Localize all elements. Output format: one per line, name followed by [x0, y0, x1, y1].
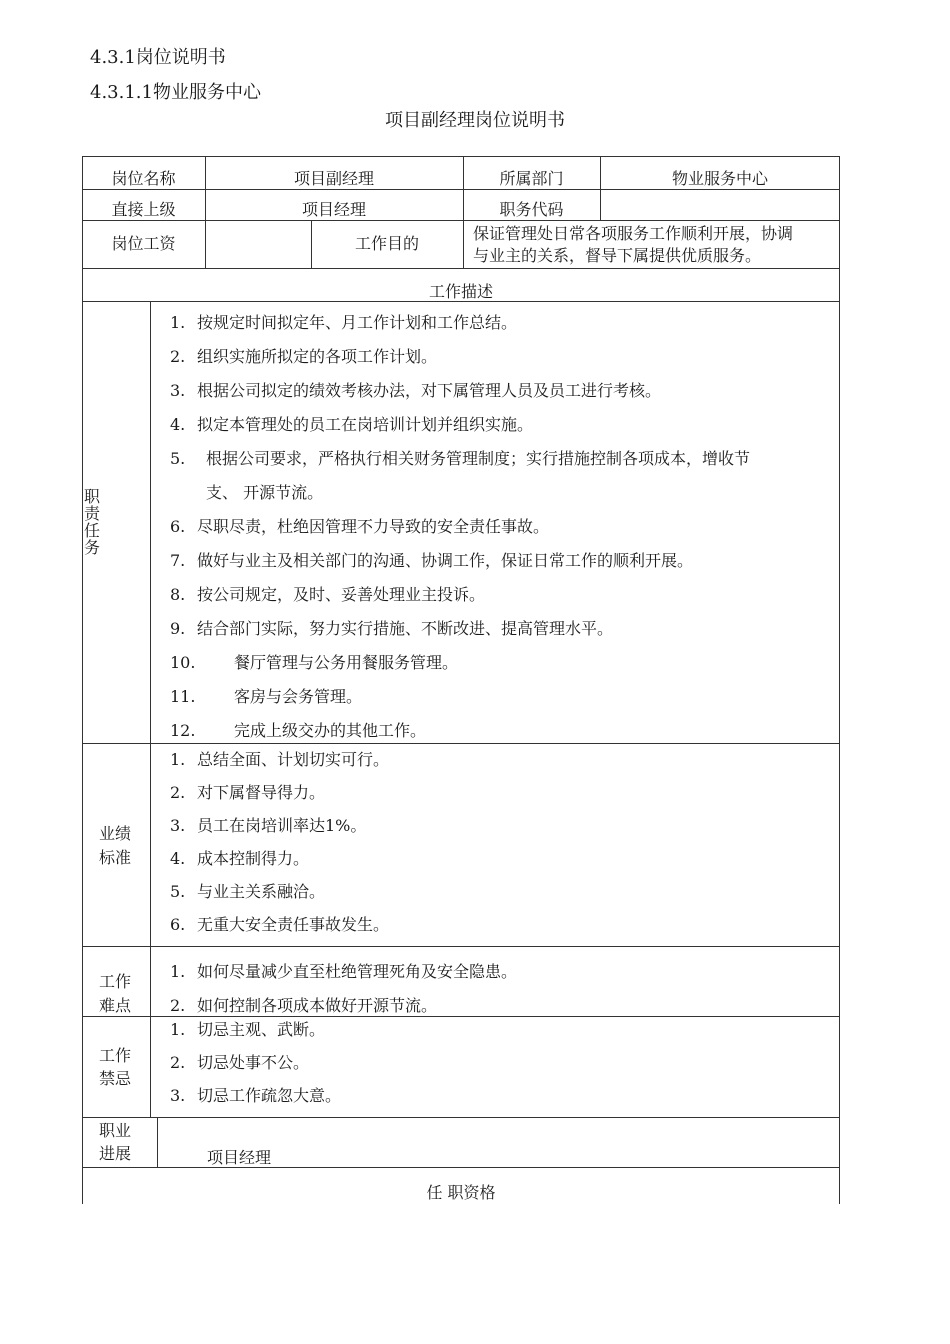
- duties-item: [170, 721, 426, 741]
- item-text: 支、 开源节流。: [206, 483, 324, 502]
- duties-item: [170, 381, 661, 401]
- performance-item: [170, 882, 325, 902]
- performance-item: [170, 783, 325, 803]
- item-number: 11.: [170, 687, 196, 706]
- item-number: 1.: [170, 1020, 186, 1039]
- duties-item: [170, 347, 437, 367]
- row-divider: [82, 189, 840, 190]
- item-text: 根据公司拟定的绩效考核办法，对下属管理人员及员工进行考核。: [197, 381, 662, 400]
- row-divider: [82, 1016, 840, 1017]
- item-text: 客房与会务管理。: [234, 687, 363, 706]
- performance-label-line-1: 业绩: [99, 824, 132, 843]
- performance-item: [170, 849, 309, 869]
- document-title: 项目副经理岗位说明书: [385, 110, 565, 131]
- position-value: 项目副经理: [293, 169, 374, 188]
- difficulties-label-line-2: 难点: [99, 996, 132, 1015]
- position-label: 岗位名称: [111, 169, 176, 188]
- duties-item: [170, 619, 613, 639]
- item-number: 8.: [170, 585, 186, 604]
- subsection-heading: 4.3.1.1物业服务中心: [90, 82, 261, 103]
- item-text: 餐厅管理与公务用餐服务管理。: [234, 653, 459, 672]
- item-text: 与业主关系融洽。: [197, 882, 326, 901]
- col-divider: [150, 301, 151, 1117]
- duties-item: [170, 551, 693, 571]
- item-text: 成本控制得力。: [197, 849, 310, 868]
- performance-item: [170, 915, 389, 935]
- item-text: 做好与业主及相关部门的沟通、协调工作，保证日常工作的顺利开展。: [197, 551, 694, 570]
- row-divider: [82, 1167, 840, 1168]
- item-text: 完成上级交办的其他工作。: [234, 721, 427, 740]
- item-number: 9.: [170, 619, 186, 638]
- item-number: 1.: [170, 313, 186, 332]
- item-number: 2.: [170, 996, 186, 1015]
- item-number: 2.: [170, 783, 186, 802]
- duties-item: [170, 449, 750, 469]
- career-value: 项目经理: [207, 1148, 272, 1167]
- item-text: 根据公司要求，严格执行相关财务管理制度；实行措施控制各项成本，增收节: [206, 449, 751, 468]
- purpose-label: 工作目的: [354, 234, 419, 253]
- duties-item: [170, 653, 458, 673]
- duties-label: 职责任务: [84, 487, 101, 557]
- superior-label: 直接上级: [111, 200, 176, 219]
- item-number: 4.: [170, 849, 186, 868]
- item-text: 如何尽量减少直至杜绝管理死角及安全隐患。: [197, 962, 518, 981]
- duties-item: [170, 415, 533, 435]
- item-text: 如何控制各项成本做好开源节流。: [197, 996, 438, 1015]
- col-divider: [157, 1117, 158, 1167]
- performance-item: [170, 816, 366, 836]
- difficulties-item: [170, 962, 517, 982]
- duties-item: [170, 687, 362, 707]
- duties-item: [170, 313, 517, 333]
- item-number: 6.: [170, 517, 186, 536]
- row-divider: [82, 1117, 840, 1118]
- item-text: 结合部门实际，努力实行措施、不断改进、提高管理水平。: [197, 619, 614, 638]
- item-number: 6.: [170, 915, 186, 934]
- item-number: 12.: [170, 721, 196, 740]
- item-text: 切忌处事不公。: [197, 1053, 310, 1072]
- taboos-label-line-2: 禁忌: [99, 1069, 132, 1088]
- item-number: 10.: [170, 653, 196, 672]
- item-number: 2.: [170, 347, 186, 366]
- purpose-line-2: 与业主的关系，督导下属提供优质服务。: [473, 246, 762, 265]
- item-number: 1.: [170, 962, 186, 981]
- taboos-item: [170, 1053, 309, 1073]
- row-divider: [82, 946, 840, 947]
- item-number: 1.: [170, 750, 186, 769]
- item-text: 切忌主观、武断。: [197, 1020, 326, 1039]
- item-text: 总结全面、计划切实可行。: [197, 750, 390, 769]
- superior-value: 项目经理: [301, 200, 366, 219]
- taboos-label-line-1: 工作: [99, 1046, 132, 1065]
- row-divider: [82, 220, 840, 221]
- duties-item: [170, 585, 485, 605]
- item-number: 3.: [170, 1086, 186, 1105]
- duties-item: [206, 483, 323, 503]
- performance-label-line-2: 标准: [99, 848, 132, 867]
- career-label-line-1: 职业: [99, 1121, 132, 1140]
- item-text: 按规定时间拟定年、月工作计划和工作总结。: [197, 313, 518, 332]
- department-value: 物业服务中心: [671, 169, 768, 188]
- item-number: 7.: [170, 551, 186, 570]
- item-text: 尽职尽责，杜绝因管理不力导致的安全责任事故。: [197, 517, 550, 536]
- item-number: 5.: [170, 882, 186, 901]
- salary-label: 岗位工资: [111, 234, 176, 253]
- duties-item: [170, 517, 549, 537]
- item-text: 员工在岗培训率达1%。: [197, 816, 367, 835]
- purpose-line-1: 保证管理处日常各项服务工作顺利开展，协调: [473, 224, 794, 243]
- row-divider: [82, 743, 840, 744]
- section-heading: 4.3.1岗位说明书: [90, 47, 226, 68]
- work-description-header: 工作描述: [428, 282, 493, 301]
- item-number: 3.: [170, 816, 186, 835]
- item-text: 拟定本管理处的员工在岗培训计划并组织实施。: [197, 415, 534, 434]
- taboos-item: [170, 1086, 341, 1106]
- department-label: 所属部门: [499, 169, 564, 188]
- item-number: 4.: [170, 415, 186, 434]
- item-text: 按公司规定，及时、妥善处理业主投诉。: [197, 585, 486, 604]
- difficulties-label-line-1: 工作: [99, 972, 132, 991]
- item-text: 无重大安全责任事故发生。: [197, 915, 390, 934]
- qualifications-header: 任 职资格: [426, 1183, 496, 1202]
- item-number: 3.: [170, 381, 186, 400]
- taboos-item: [170, 1020, 325, 1040]
- difficulties-item: [170, 996, 437, 1016]
- row-divider: [82, 268, 840, 269]
- item-number: 5.: [170, 449, 186, 468]
- item-text: 对下属督导得力。: [197, 783, 326, 802]
- code-label: 职务代码: [499, 200, 564, 219]
- item-text: 组织实施所拟定的各项工作计划。: [197, 347, 438, 366]
- item-number: 2.: [170, 1053, 186, 1072]
- performance-item: [170, 750, 389, 770]
- item-text: 切忌工作疏忽大意。: [197, 1086, 342, 1105]
- career-label-line-2: 进展: [99, 1144, 132, 1163]
